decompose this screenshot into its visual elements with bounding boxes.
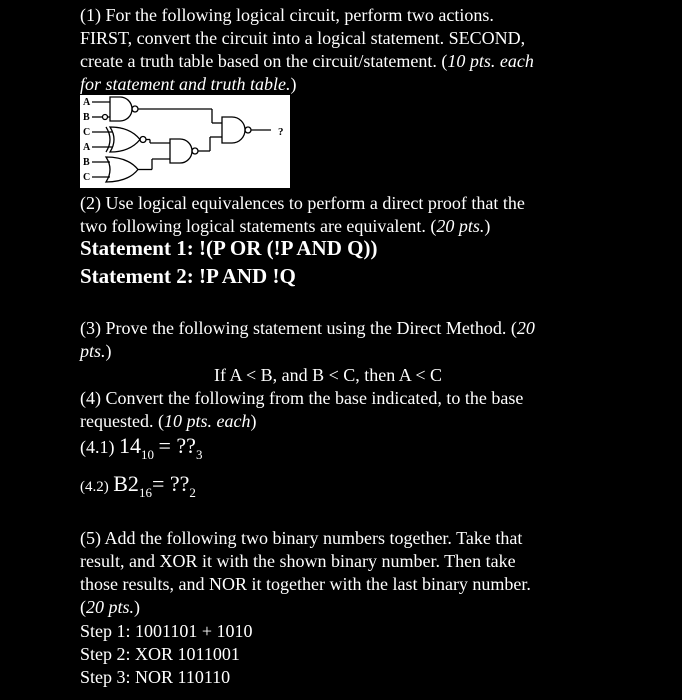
xnor-extra-curve — [106, 127, 110, 152]
final-bubble — [245, 127, 251, 133]
q4-1-base: 10 — [141, 447, 154, 462]
statement-1: Statement 1: !(P OR (!P AND Q)) — [80, 236, 378, 260]
q4-1-equals: = ?? — [158, 433, 196, 458]
q4-2-number: B2 — [113, 471, 139, 496]
q5-step-1: Step 1: 1001101 + 1010 — [80, 621, 253, 641]
q2-points: 20 pts. — [436, 216, 485, 236]
inverter-bubble-b1 — [103, 115, 108, 120]
q5-line-1: (5) Add the following two binary numbers together. Take that — [80, 528, 523, 548]
q1-line-2: FIRST, convert the circuit into a logical statement. SECOND, — [80, 28, 526, 48]
q5-step-2: Step 2: XOR 1011001 — [80, 644, 240, 664]
q5-line-2: result, and XOR it with the shown binary number. Then take — [80, 551, 516, 571]
circuit-input-c1: C — [83, 127, 91, 138]
final-gate — [222, 117, 245, 143]
q5-step-3: Step 3: NOR 110110 — [80, 667, 231, 687]
q3-points-a: 20 — [516, 318, 535, 338]
q3-statement: If A < B, and B < C, then A < C — [214, 365, 442, 385]
q2-line-1: (2) Use logical equivalences to perform a direct proof that the — [80, 193, 525, 213]
q5-points: 20 pts. — [86, 597, 135, 617]
q3-line-1-text: (3) Prove the following statement using the Direct Method. ( — [80, 318, 517, 338]
circuit-input-b1: B — [83, 112, 90, 123]
q1-line-4 — [80, 73, 297, 96]
q4-2-target-base: 2 — [189, 485, 196, 500]
q5-points-line — [80, 596, 140, 619]
q3-line-2-close: ) — [105, 341, 112, 361]
nand-gate-1 — [110, 97, 132, 121]
q4-line-1: (4) Convert the following from the base indicated, to the base — [80, 388, 524, 408]
q4-line-2-close: ) — [250, 411, 257, 431]
logic-circuit-diagram — [80, 95, 290, 188]
logic-circuit-svg — [80, 95, 290, 188]
q5-points-close: ) — [134, 597, 141, 617]
circuit-input-c2: C — [83, 172, 91, 183]
nand-bubble-1 — [132, 106, 138, 112]
q4-part-1 — [80, 433, 203, 462]
statement-2: Statement 2: !P AND !Q — [80, 264, 296, 288]
or-gate — [106, 157, 138, 182]
q4-2-equals: = ?? — [151, 471, 190, 496]
q5-line-3: those results, and NOR it together with the last binary number. — [80, 574, 531, 594]
nand-gate-2 — [170, 139, 192, 163]
q1-line-1: (1) For the following logical circuit, perform two actions. — [80, 5, 494, 25]
circuit-input-b2: B — [83, 157, 90, 168]
q1-line-3 — [80, 50, 534, 73]
q4-1-number: 14 — [119, 433, 141, 458]
q1-line-4-close: ) — [290, 74, 297, 94]
q3-line-1 — [80, 317, 535, 340]
xnor-bubble — [140, 137, 146, 143]
circuit-input-a2: A — [83, 142, 91, 153]
nand-bubble-2 — [192, 148, 198, 154]
q3-line-2 — [80, 340, 112, 363]
q4-line-2-text: requested. ( — [80, 411, 164, 431]
q4-2-base: 16 — [138, 485, 152, 500]
q4-1-target-base: 3 — [195, 447, 203, 462]
q2-line-2-close: ) — [484, 216, 491, 236]
q4-points: 10 pts. each — [163, 411, 251, 431]
q1-points: 10 pts. each — [447, 51, 534, 71]
q2-line-2-text: two following logical statements are equivalent. ( — [80, 216, 437, 236]
circuit-output-label: ? — [278, 126, 284, 138]
q1-line-3-text: create a truth table based on the circuit/statement. ( — [80, 51, 448, 71]
q4-2-label: (4.2) — [80, 479, 109, 495]
q4-line-2 — [80, 410, 256, 433]
q2-line-2 — [80, 215, 490, 238]
q4-part-2 — [80, 472, 196, 499]
xnor-gate — [110, 127, 140, 152]
q5-points-open: ( — [80, 597, 86, 617]
q1-points-detail: for statement and truth table. — [80, 74, 291, 94]
circuit-input-a1: A — [83, 97, 91, 108]
q4-1-label: (4.1) — [80, 437, 115, 457]
q3-points-b: pts. — [80, 341, 106, 361]
